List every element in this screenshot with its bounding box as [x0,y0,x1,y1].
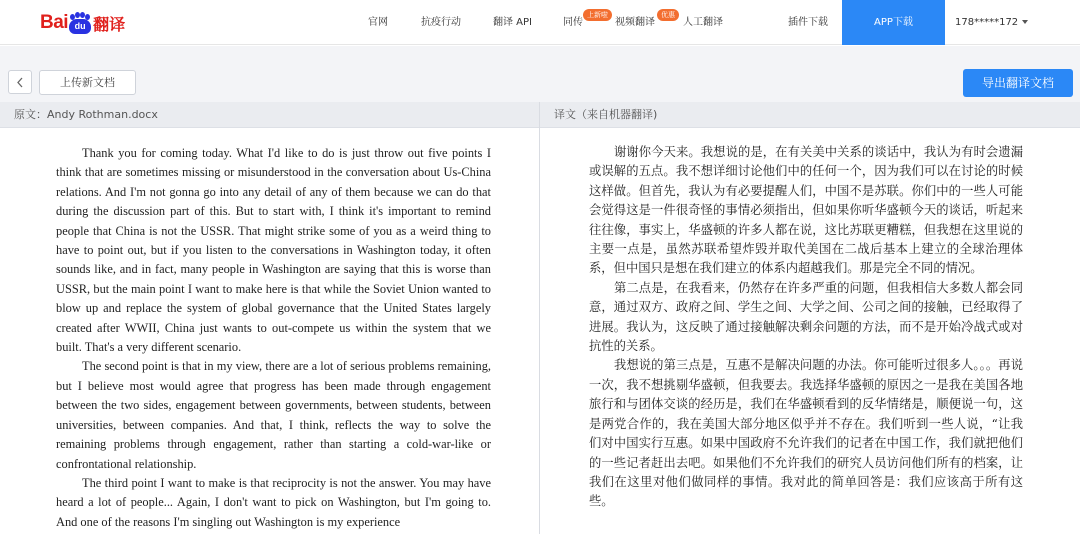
back-button[interactable] [8,70,32,94]
nav-simultaneous-interpretation[interactable]: 同传 [563,17,583,28]
nav-anti-epidemic[interactable]: 抗疫行动 [421,17,461,28]
translated-paragraph: 谢谢你今天来。我想说的是，在有关美中关系的谈话中，我认为有时会遗漏或误解的五点。我不想详细讨论他们中的任何一个，因为我们可以在讨论的时候这样做。但首先，我认为有必要提醒人们，中国不是苏联。你们中的一些人可能会觉得这是一件很奇怪的事情必须指出，但如果你听华盛顿今天的谈话，听起来往往像，事实上，华盛顿的许多人都在说，这比苏联更糟糕，但我想在这里说的主要一点是，虽然苏联希望炸毁并取代美国在二战后基本上建立的全球治理体系，但中国只是想在我们建立的体系内超越我们。那是完全不同的情况。 [589,145,1023,276]
chevron-left-icon [16,77,24,88]
translated-paragraph: 我想说的第三点是，互惠不是解决问题的办法。你可能听过很多人。。。再说一次，我不想挑剔华盛顿，但我要去。我选择华盛顿的原因之一是我在美国各地旅行和与团体交谈的经历是，我们在华盛顿看到的反华情绪是，顺便说一句，这是两党合作的，我在美国大部分地区似乎并不存在。我们听到一些人说，“让我们对中国实行互惠。如果中国政府不允许我们的记者在中国工作，我们就把他们的一些记者赶出去吧。如果他们不允许我们的研究人员访问他们所有的档案，让我们在这里对他们做同样的事情。我对此的简单回答是：我们应该高于所有这些。 [589,358,1023,509]
nav-video-translation[interactable]: 视频翻译 [615,17,655,28]
user-phone: 178*****172 [955,17,1019,28]
source-panel-header: 原文：Andy Rothman.docx [0,102,539,128]
upload-new-document-button[interactable]: 上传新文档 [39,70,136,95]
nav-human-translation[interactable]: 人工翻译 [683,17,723,28]
top-navbar [0,0,1080,45]
export-translation-button[interactable]: 导出翻译文档 [963,69,1073,97]
translation-panel [540,128,1080,534]
baidu-fanyi-logo[interactable] [40,10,125,36]
discount-badge: 优惠 [657,9,679,21]
logo-fanyi-text: 翻译 [93,14,126,34]
translated-paragraph: 第二点是，在我看来，仍然存在许多严重的问题，但我相信大多数人都会同意，通过双方、政府之间、学生之间、大学之间、公司之间的接触，已经取得了进展。我认为，这反映了通过接触解决剩余问题的方法，而不是开始冷战式或对抗性的关系。 [589,280,1023,354]
nav-translate-api[interactable]: 翻译 API [493,17,532,28]
logo-du-text: du [69,19,91,34]
logo-bai-text: Bai [40,12,69,33]
app-download-button[interactable]: APP下载 [842,0,945,45]
new-badge: 上新啦 [583,9,612,21]
document-toolbar [0,46,1080,102]
nav-plugin-download[interactable]: 插件下载 [788,17,828,28]
source-paragraph: The third point I want to make is that reciprocity is not the answer. You may have heard a lot of people... Again, I don't want to pick on Washington, but I'm going to. And one of the reasons I'm singling out Washington is my experience [56,475,491,529]
nav-official-site[interactable]: 官网 [368,17,388,28]
target-panel-header: 译文（来自机器翻译) [540,102,1080,128]
baidu-paw-icon [69,12,91,34]
source-paragraph: The second point is that in my view, there are a lot of serious problems remaining, but I believe most would agree that progress has been made through engagement between the two sides, engagement between governments, between students, between universities, between companies. And that, I think, reflects the way to solve the remaining problems through engagement, rather than starting a cold-war-like or confrontational relationship. [56,359,491,471]
source-text [56,144,491,532]
translated-text [589,143,1023,512]
caret-down-icon [1022,20,1028,24]
user-account-menu[interactable] [955,0,1028,45]
source-document-panel [0,128,539,534]
source-paragraph: Thank you for coming today. What I'd like to do is just throw out five points I think that are sometimes missing or misunderstood in the conversation about Us-China relations. And I'm not gonna go into any detail of any of them because we can do that during the discussion part of this. But to start with, I think it's important to remind people that China is not the USSR. That might strike some of you as a weird thing to have to point out, but if you listen to the conversations in Washington today, it often sounds like, and in fact, many people in Washington are saying that this is worse than USSR, but the main point I want to make here is that while the Soviet Union wanted to blow up and replace the system of global governance that the United States largely created after WWII, China just wants to out-compete us within the system that we built. That's a very different scenario. [56,146,491,355]
